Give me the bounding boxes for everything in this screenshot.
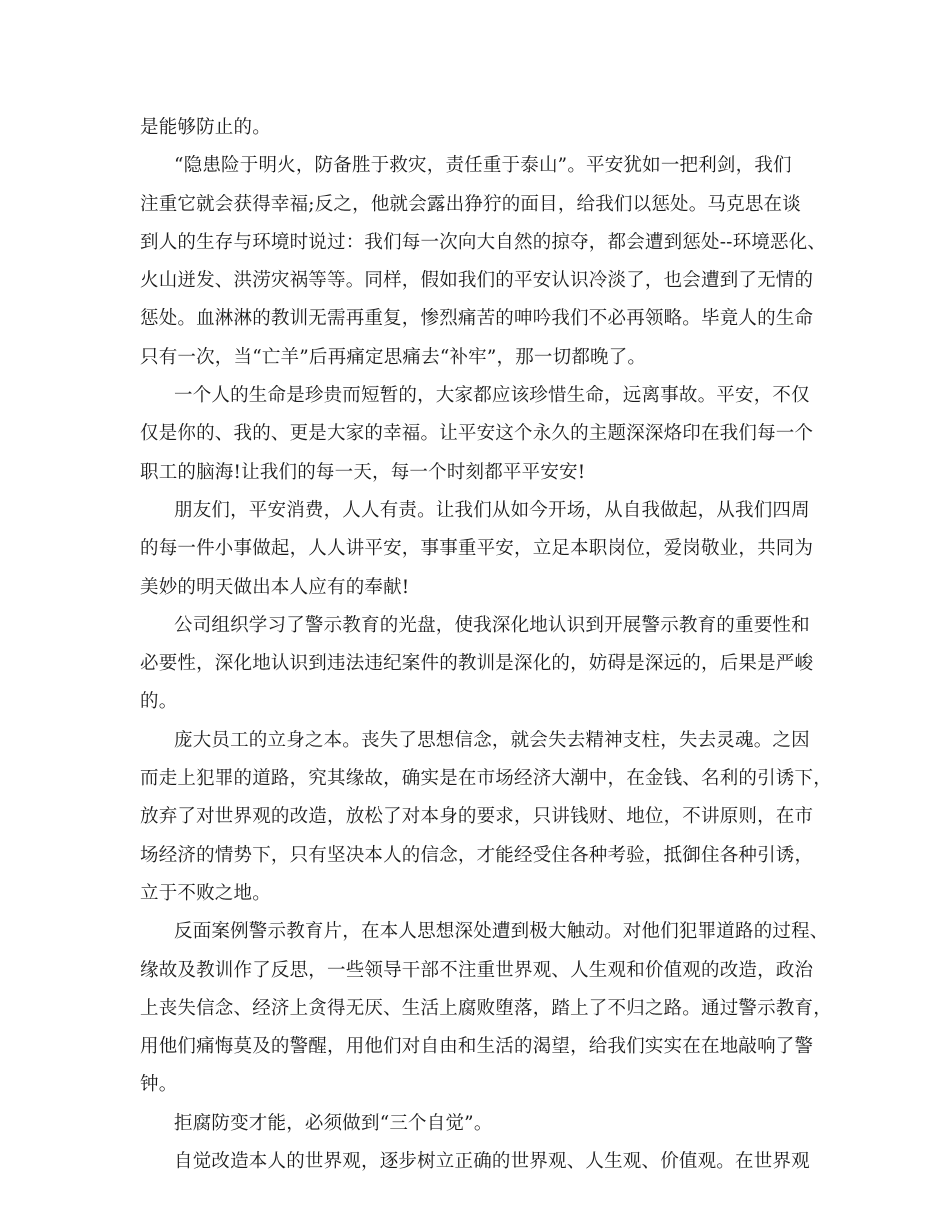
text-line: 公司组织学习了警示教育的光盘，使我深化地认识到开展警示教育的重要性和 <box>174 614 810 636</box>
text-line: 职工的脑海!让我们的每一天，每一个时刻都平平安安! <box>140 461 586 483</box>
text-line: 而走上犯罪的道路，究其缘故，确实是在市场经济大潮中，在金钱、名利的引诱下， <box>140 768 832 790</box>
text-line: 的。 <box>140 691 178 713</box>
text-line: 庞大员工的立身之本。丧失了思想信念，就会失去精神支柱，失去灵魂。之因 <box>174 729 810 751</box>
text-line: 美妙的明天做出本人应有的奉献! <box>140 576 410 598</box>
text-line: 场经济的情势下，只有坚决本人的信念，才能经受住各种考验，抵御住各种引诱， <box>140 844 814 866</box>
text-line: 立于不败之地。 <box>140 882 271 904</box>
text-line: 上丧失信念、经济上贪得无厌、生活上腐败堕落，踏上了不归之路。通过警示教育， <box>140 997 832 1019</box>
text-line: 一个人的生命是珍贵而短暂的，大家都应该珍惜生命，远离事故。平安，不仅 <box>174 385 810 407</box>
document-body <box>140 109 832 1181</box>
text-line: 仅是你的、我的、更是大家的幸福。让平安这个永久的主题深深烙印在我们每一个 <box>140 423 814 445</box>
text-line: 反面案例警示教育片，在本人思想深处遭到极大触动。对他们犯罪道路的过程、 <box>174 921 829 943</box>
text-line: 的每一件小事做起，人人讲平安，事事重平安，立足本职岗位，爱岗敬业，共同为 <box>140 538 814 560</box>
text-line: 必要性，深化地认识到违法违纪案件的教训是深化的，妨碍是深远的，后果是严峻 <box>140 653 814 675</box>
text-line: 用他们痛悔莫及的警醒，用他们对自由和生活的渴望，给我们实实在在地敲响了警 <box>140 1036 814 1058</box>
text-line: 火山迸发、洪涝灾祸等等。同样，假如我们的平安认识冷淡了，也会遭到了无情的 <box>140 270 814 292</box>
text-line: 钟。 <box>140 1074 178 1096</box>
text-line: 到人的生存与环境时说过：我们每一次向大自然的掠夺，都会遭到惩处--环境恶化、 <box>140 231 827 253</box>
text-line: “隐患险于明火，防备胜于救灾，责任重于泰山”。平安犹如一把利剑，我们 <box>174 155 792 177</box>
text-line: 朋友们，平安消费，人人有责。让我们从如今开场，从自我做起，从我们四周 <box>174 499 810 521</box>
text-line: 只有一次，当“亡羊”后再痛定思痛去“补牢”，那一切都晚了。 <box>140 346 647 368</box>
text-line: 注重它就会获得幸福;反之，他就会露出狰狞的面目，给我们以惩处。马克思在谈 <box>140 193 801 215</box>
text-line: 自觉改造本人的世界观，逐步树立正确的世界观、人生观、价值观。在世界观 <box>174 1151 810 1173</box>
text-line: 是能够防止的。 <box>140 117 271 138</box>
text-line: 放弃了对世界观的改造，放松了对本身的要求，只讲钱财、地位，不讲原则，在市 <box>140 806 814 828</box>
text-line: 惩处。血淋淋的教训无需再重复，惨烈痛苦的呻吟我们不必再领略。毕竟人的生命 <box>140 308 814 330</box>
text-line: 缘故及教训作了反思，一些领导干部不注重世界观、人生观和价值观的改造，政治 <box>140 959 814 981</box>
text-line: 拒腐防变才能，必须做到“三个自觉”。 <box>174 1112 493 1134</box>
